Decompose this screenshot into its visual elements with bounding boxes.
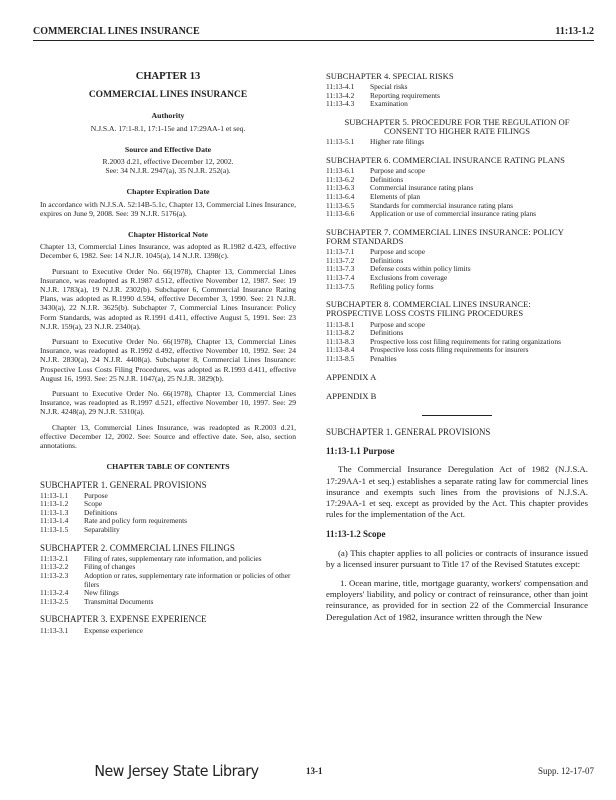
toc-item-text: Exclusions from coverage bbox=[370, 272, 448, 282]
authority-heading: Authority bbox=[151, 111, 185, 121]
toc-item-number: 11:13-2.5 bbox=[40, 596, 69, 606]
toc-item-text: Purpose and scope bbox=[370, 166, 426, 176]
source-block bbox=[40, 145, 296, 176]
expiration-block bbox=[40, 187, 296, 218]
toc-subchapter-title: SUBCHAPTER 2. COMMERCIAL LINES FILINGS bbox=[40, 542, 235, 553]
toc-item-number: 11:13-6.1 bbox=[326, 166, 355, 176]
toc-item-text: Refiling policy forms bbox=[370, 281, 434, 291]
toc-item bbox=[326, 321, 588, 330]
toc-item bbox=[326, 274, 588, 283]
toc-item-text: Rate and policy form requirements bbox=[84, 516, 188, 526]
toc-item-text: Commercial insurance rating plans bbox=[370, 183, 474, 193]
toc-item bbox=[326, 184, 588, 193]
toc-item-text: Expense experience bbox=[84, 625, 143, 635]
toc-item-number: 11:13-7.4 bbox=[326, 272, 355, 282]
toc-item bbox=[326, 355, 588, 364]
toc-item-number: 11:13-2.2 bbox=[40, 562, 69, 572]
toc-list bbox=[326, 321, 588, 364]
toc-item-number: 11:13-8.3 bbox=[326, 336, 355, 346]
toc-item-text: Definitions bbox=[84, 507, 118, 517]
toc-item-text: Purpose bbox=[84, 490, 108, 500]
toc-item bbox=[326, 138, 588, 147]
toc-item-number: 11:13-1.2 bbox=[40, 499, 69, 509]
toc-item-number: 11:13-8.4 bbox=[326, 345, 355, 355]
toc-item bbox=[326, 265, 588, 274]
toc-item-text: Adoption or rates, supplementary rate information or policies of other filers bbox=[84, 571, 291, 589]
toc-item-text: Definitions bbox=[370, 328, 404, 338]
toc-item-number: 11:13-8.1 bbox=[326, 319, 355, 329]
source-line: See: 34 N.J.R. 2947(a), 35 N.J.R. 252(a). bbox=[105, 166, 231, 176]
toc-item-number: 11:13-2.3 bbox=[40, 571, 69, 581]
toc-list bbox=[40, 555, 296, 607]
toc-subchapter-title: SUBCHAPTER 7. COMMERCIAL LINES INSURANCE: POLICY FORM STANDARDS bbox=[326, 226, 564, 246]
toc-list bbox=[326, 83, 588, 109]
toc-item-text: Scope bbox=[84, 499, 103, 509]
toc-item-text: Application or use of commercial insurance rating plans bbox=[370, 209, 537, 219]
page-footer bbox=[0, 762, 616, 784]
authority-block bbox=[40, 111, 296, 132]
toc-list bbox=[326, 248, 588, 291]
toc-subchapter-title: SUBCHAPTER 5. PROCEDURE FOR THE REGULATION OF CONSENT TO HIGHER RATE FILINGS bbox=[344, 116, 570, 137]
toc-item-text: Standards for commercial insurance rating plans bbox=[370, 200, 514, 210]
authority-text: N.J.S.A. 17:1-8.1, 17:1-15e and 17:29AA-1 et seq. bbox=[90, 123, 246, 133]
history-paragraph: Pursuant to Executive Order No. 66(1978), Chapter 13, Commercial Lines Insurance, was readopted as R.1997 d.521, effective November 10, 1997. See: 29 N.J.R. 4248(a), 29 N.J.R. 5310(a). bbox=[40, 389, 296, 417]
toc-item bbox=[40, 555, 296, 564]
toc-item-number: 11:13-4.3 bbox=[326, 99, 355, 109]
toc-item bbox=[326, 346, 588, 355]
history-heading: Chapter Historical Note bbox=[128, 230, 208, 240]
expiration-text: In accordance with N.J.S.A. 52:14B-5.1c, Chapter 13, Commercial Lines Insurance, expires on June 9, 2008. See: 39 N.J.R. 5176(a). bbox=[40, 199, 296, 218]
section-divider bbox=[422, 415, 492, 416]
left-column bbox=[40, 72, 296, 644]
toc-item-number: 11:13-6.4 bbox=[326, 191, 355, 201]
toc-item-text: Transmittal Documents bbox=[84, 596, 154, 606]
toc-item-number: 11:13-8.5 bbox=[326, 353, 355, 363]
toc-item-text: Elements of plan bbox=[370, 191, 421, 201]
toc-item-number: 11:13-6.3 bbox=[326, 183, 355, 193]
toc-item bbox=[40, 492, 296, 501]
toc-item-text: Prospective loss cost filing requirements for rating organizations bbox=[370, 336, 561, 346]
toc-item-number: 11:13-4.2 bbox=[326, 90, 355, 100]
toc-item bbox=[326, 210, 588, 219]
history-paragraph: Pursuant to Executive Order No. 66(1978), Chapter 13, Commercial Lines Insurance, was readopted as R.1992 d.492, effective November 10, 1992. See: 24 N.J.R. 2830(a), 24 N.J.R. 4408(a). Subchapter 8, Commercial Lines Insurance: Prospective Loss Costs Filing Procedures, was adopted as R.1993 d.411, effective August 16, 1993. See: 25 N.J.R. 1047(a), 25 N.J.R. 3829(b). bbox=[40, 337, 296, 383]
toc-item bbox=[40, 627, 296, 636]
page-number: 13-1 bbox=[306, 766, 323, 776]
toc-item-number: 11:13-6.6 bbox=[326, 209, 355, 219]
toc-item bbox=[326, 100, 588, 109]
chapter-number: CHAPTER 13 bbox=[135, 71, 201, 82]
toc-item-number: 11:13-7.1 bbox=[326, 247, 355, 257]
toc-item-text: Special risks bbox=[370, 82, 408, 92]
toc-list bbox=[326, 167, 588, 219]
toc-item bbox=[326, 248, 588, 257]
toc-item-number: 11:13-5.1 bbox=[326, 137, 355, 147]
toc-item-text: Penalties bbox=[370, 353, 397, 363]
toc-item-number: 11:13-3.1 bbox=[40, 625, 69, 635]
toc-item-number: 11:13-7.2 bbox=[326, 255, 355, 265]
chapter-title: COMMERCIAL LINES INSURANCE bbox=[88, 90, 248, 101]
toc-item-text: Separability bbox=[84, 525, 120, 535]
history-paragraph: Pursuant to Executive Order No. 66(1978), Chapter 13, Commercial Lines Insurance, was readopted as R.1987 d.512, effective November 12, 1987. See: 19 N.J.R. 1783(a), 19 N.J.R. 2302(b). Subchapter 6, Commercial Insurance Rating Plans, was adopted as R.1990 d.594, effective December 3, 1990. See: 21 N.J.R. 3430(a), 22 N.J.R. 3625(b). Subchapter 7, Commercial Lines Insurance: Policy Form Standards, was adopted as R.1991 d.411, effective August 5, 1991. See: 23 N.J.R. 159(a), 23 N.J.R. 2340(a). bbox=[40, 266, 296, 331]
toc-item bbox=[326, 92, 588, 101]
toc-item-text: New filings bbox=[84, 588, 119, 598]
library-logo: New Jersey State Library bbox=[94, 762, 259, 780]
header-section-number: 11:13-1.2 bbox=[555, 26, 594, 37]
appendix-a: APPENDIX A bbox=[326, 371, 377, 382]
history-block bbox=[40, 230, 296, 450]
source-heading: Source and Effective Date bbox=[124, 144, 212, 154]
right-column bbox=[326, 72, 588, 631]
page-header bbox=[33, 24, 594, 41]
toc-list bbox=[326, 138, 588, 147]
toc-item-number: 11:13-1.3 bbox=[40, 507, 69, 517]
toc-subchapter-title: SUBCHAPTER 4. SPECIAL RISKS bbox=[326, 71, 454, 81]
toc-item-number: 11:13-2.1 bbox=[40, 553, 69, 563]
toc-item bbox=[326, 167, 588, 176]
toc-item bbox=[40, 572, 296, 589]
scope-paragraph-a: (a) This chapter applies to all policies or contracts of insurance issued by a licensed insurer pursuant to Title 17 of the Revised Statutes except: bbox=[326, 547, 588, 569]
purpose-text: The Commercial Insurance Deregulation Act of 1982 (N.J.S.A. 17:29AA-1 et seq.) establishes a separate rating law for commercial lines insurance and exempts such lines from the provisions of N.J.S.A. 17:29AA-1 et seq. except as provided by the Act. This chapter provides rules for the implementation of the Act. bbox=[326, 464, 588, 520]
header-title: COMMERCIAL LINES INSURANCE bbox=[33, 26, 200, 37]
toc-heading: CHAPTER TABLE OF CONTENTS bbox=[106, 462, 230, 472]
toc-item-text: Prospective loss costs filing requirements for insurers bbox=[370, 345, 529, 355]
toc-item bbox=[326, 83, 588, 92]
expiration-heading: Chapter Expiration Date bbox=[126, 187, 210, 197]
toc-item-text: Definitions bbox=[370, 255, 404, 265]
history-paragraph: Chapter 13, Commercial Lines Insurance, was adopted as R.1982 d.423, effective December 6, 1982. See: 14 N.J.R. 1045(a), 14 N.J.R. 1398(c). bbox=[40, 242, 296, 261]
section-title-purpose: 11:13-1.1 Purpose bbox=[326, 446, 395, 457]
toc-item-text: Higher rate filings bbox=[370, 137, 425, 147]
toc-item-number: 11:13-7.3 bbox=[326, 264, 355, 274]
toc-item-text: Filing of changes bbox=[84, 562, 136, 572]
toc-item-number: 11:13-1.4 bbox=[40, 516, 69, 526]
toc-list bbox=[40, 492, 296, 535]
toc-item bbox=[326, 283, 588, 292]
section-title-scope: 11:13-1.2 Scope bbox=[326, 529, 386, 540]
toc-item-text: Reporting requirements bbox=[370, 90, 440, 100]
toc-subchapter-title: SUBCHAPTER 3. EXPENSE EXPERIENCE bbox=[40, 614, 207, 625]
source-line: R.2003 d.21, effective December 12, 2002. bbox=[102, 157, 234, 167]
toc-item bbox=[40, 526, 296, 535]
toc-item-text: Definitions bbox=[370, 174, 404, 184]
toc-item bbox=[40, 589, 296, 598]
toc-subchapter-title: SUBCHAPTER 8. COMMERCIAL LINES INSURANCE: PROSPECTIVE LOSS COSTS FILING PROCEDURES bbox=[326, 299, 531, 319]
subchapter-heading: SUBCHAPTER 1. GENERAL PROVISIONS bbox=[326, 426, 491, 437]
toc-item-number: 11:13-6.2 bbox=[326, 174, 355, 184]
toc-subchapter-title: SUBCHAPTER 1. GENERAL PROVISIONS bbox=[40, 479, 207, 490]
toc-item-text: Purpose and scope bbox=[370, 319, 426, 329]
appendix-b: APPENDIX B bbox=[326, 390, 377, 401]
toc-item bbox=[40, 500, 296, 509]
toc-item-number: 11:13-2.4 bbox=[40, 588, 69, 598]
toc-item-number: 11:13-8.2 bbox=[326, 328, 355, 338]
toc-item-number: 11:13-4.1 bbox=[326, 82, 355, 92]
history-paragraph: Chapter 13, Commercial Lines Insurance, was readopted as R.2003 d.21, effective December 12, 2002. See: Source and effective date. See, also, section annotations. bbox=[40, 422, 296, 451]
toc-item-number: 11:13-1.1 bbox=[40, 490, 69, 500]
toc-list bbox=[40, 627, 296, 636]
toc-subchapter-title: SUBCHAPTER 6. COMMERCIAL INSURANCE RATING PLANS bbox=[326, 154, 565, 165]
supplement-date: Supp. 12-17-07 bbox=[538, 766, 594, 776]
toc-item bbox=[40, 517, 296, 526]
toc-item-number: 11:13-7.5 bbox=[326, 281, 355, 291]
scope-item-1: 1. Ocean marine, title, mortgage guaranty, workers' compensation and employers' liability, and policy or contract of reinsurance, other than joint reinsurance, as provided for in section 22 of the Commercial Insurance Deregulation Act of 1982, insurance written through the New bbox=[326, 577, 588, 622]
toc-item-text: Defense costs within policy limits bbox=[370, 264, 471, 274]
toc-item-number: 11:13-6.5 bbox=[326, 200, 355, 210]
toc-item-text: Examination bbox=[370, 99, 408, 109]
toc-item-text: Filing of rates, supplementary rate information, and policies bbox=[84, 553, 262, 563]
toc-item-number: 11:13-1.5 bbox=[40, 525, 69, 535]
toc-item bbox=[40, 598, 296, 607]
toc-item-text: Purpose and scope bbox=[370, 247, 426, 257]
